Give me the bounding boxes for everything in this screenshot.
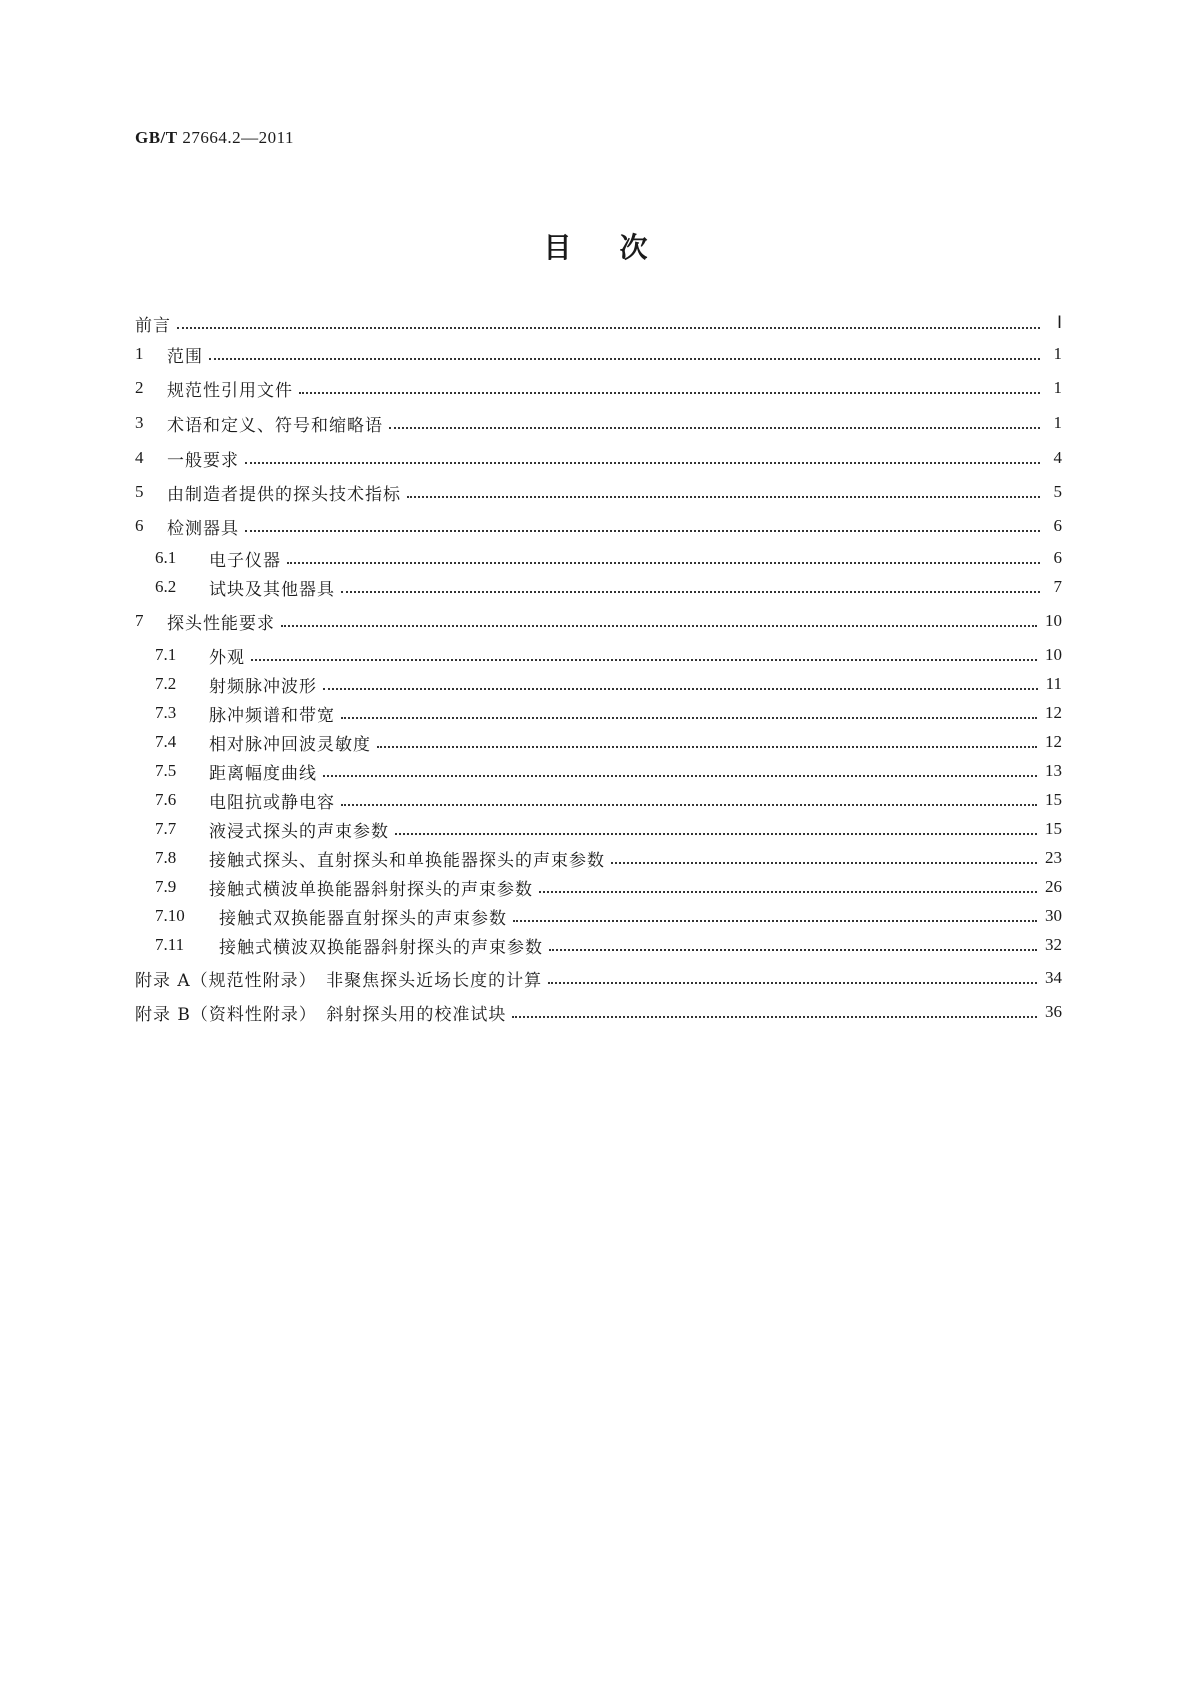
- toc-entry-page: 7: [1053, 577, 1062, 596]
- toc-entry-label: 检测器具: [167, 518, 239, 539]
- toc-entry-2[interactable]: [135, 374, 1062, 402]
- dot-leader: [341, 585, 1040, 593]
- dot-leader: [377, 740, 1037, 748]
- toc-entry-label: 接触式双换能器直射探头的声束参数: [219, 908, 507, 929]
- toc-entry-page: 12: [1045, 732, 1062, 751]
- toc-entry-number: 7.6: [155, 790, 177, 809]
- dot-leader: [513, 914, 1037, 922]
- dot-leader: [251, 653, 1037, 661]
- toc-entry-label: 一般要求: [167, 450, 239, 471]
- dot-leader: [287, 556, 1040, 564]
- toc-entry-page: 13: [1045, 761, 1062, 780]
- toc-entry-page: 11: [1045, 674, 1062, 693]
- dot-leader: [341, 798, 1037, 806]
- toc-entry-page: 32: [1045, 935, 1062, 954]
- toc-entry-label: 附录 A（规范性附录） 非聚焦探头近场长度的计算: [135, 970, 543, 991]
- toc-entry-page: 4: [1053, 448, 1062, 467]
- toc-entry-label: 接触式横波双换能器斜射探头的声束参数: [219, 937, 543, 958]
- dot-leader: [389, 421, 1040, 429]
- toc-entry-number: 7.11: [155, 935, 185, 954]
- toc-entry-label: 电阻抗或静电容: [209, 792, 335, 813]
- toc-entry-label: 前言: [135, 315, 171, 336]
- dot-leader: [281, 619, 1037, 627]
- toc-entry-number: 7.1: [155, 645, 177, 664]
- toc-entry-page: 15: [1045, 790, 1062, 809]
- toc-entry-label: 接触式横波单换能器斜射探头的声束参数: [209, 879, 533, 900]
- toc-entry-label: 电子仪器: [209, 550, 281, 571]
- toc-entry-number: 1: [135, 344, 144, 363]
- toc-entry-7-2[interactable]: [155, 670, 1062, 698]
- standard-prefix: GB/T: [135, 128, 178, 147]
- dot-leader: [395, 827, 1037, 835]
- toc-entry-label: 附录 B（资料性附录） 斜射探头用的校准试块: [135, 1004, 507, 1025]
- toc-entry-7-4[interactable]: [155, 728, 1062, 756]
- toc-entry-number: 7.9: [155, 877, 177, 896]
- toc-entry-page: 12: [1045, 703, 1062, 722]
- toc-entry-number: 7.10: [155, 906, 185, 925]
- toc-entry-page: 15: [1045, 819, 1062, 838]
- toc-entry-5[interactable]: [135, 478, 1062, 506]
- toc-entry-label: 射频脉冲波形: [209, 676, 317, 697]
- toc-entry-number: 5: [135, 482, 144, 501]
- toc-entry-label: 由制造者提供的探头技术指标: [167, 484, 401, 505]
- toc-entry-number: 7.7: [155, 819, 177, 838]
- toc-entry-number: 2: [135, 378, 144, 397]
- standard-number: 27664.2—2011: [182, 128, 294, 147]
- dot-leader: [323, 682, 1038, 690]
- toc-entry-7-1[interactable]: [155, 641, 1062, 669]
- toc-entry-foreword[interactable]: [135, 309, 1062, 337]
- toc-entry-page: Ⅰ: [1056, 313, 1062, 332]
- dot-leader: [341, 711, 1037, 719]
- toc-entry-label: 探头性能要求: [167, 613, 275, 634]
- toc-entry-annex-a[interactable]: [135, 964, 1062, 992]
- dot-leader: [245, 456, 1040, 464]
- toc-entry-number: 7: [135, 611, 144, 630]
- toc-entry-number: 7.2: [155, 674, 177, 693]
- toc-entry-label: 脉冲频谱和带宽: [209, 705, 335, 726]
- dot-leader: [407, 490, 1040, 498]
- toc-entry-label: 试块及其他器具: [209, 579, 335, 600]
- toc-entry-6-2[interactable]: [155, 573, 1062, 601]
- toc-entry-label: 术语和定义、符号和缩略语: [167, 415, 383, 436]
- toc-entry-7-11[interactable]: [155, 931, 1062, 959]
- toc-entry-7-6[interactable]: [155, 786, 1062, 814]
- toc-entry-7-8[interactable]: [155, 844, 1062, 872]
- toc-entry-7-3[interactable]: [155, 699, 1062, 727]
- toc-entry-label: 液浸式探头的声束参数: [209, 821, 389, 842]
- toc-entry-page: 1: [1053, 413, 1062, 432]
- toc-entry-4[interactable]: [135, 444, 1062, 472]
- toc-entry-3[interactable]: [135, 409, 1062, 437]
- toc-entry-7-9[interactable]: [155, 873, 1062, 901]
- toc-entry-page: 34: [1045, 968, 1062, 987]
- toc-entry-number: 3: [135, 413, 144, 432]
- toc-entry-label: 规范性引用文件: [167, 380, 293, 401]
- toc-entry-7[interactable]: [135, 607, 1062, 635]
- toc-entry-page: 1: [1053, 378, 1062, 397]
- dot-leader: [549, 943, 1037, 951]
- dot-leader: [539, 885, 1037, 893]
- toc-entry-page: 26: [1045, 877, 1062, 896]
- toc-entry-annex-b[interactable]: [135, 998, 1062, 1026]
- toc-entry-number: 7.4: [155, 732, 177, 751]
- toc-entry-1[interactable]: [135, 340, 1062, 368]
- toc-entry-7-10[interactable]: [155, 902, 1062, 930]
- toc-entry-page: 10: [1045, 645, 1062, 664]
- toc-entry-label: 相对脉冲回波灵敏度: [209, 734, 371, 755]
- toc-entry-label: 距离幅度曲线: [209, 763, 317, 784]
- toc-entry-label: 接触式探头、直射探头和单换能器探头的声束参数: [209, 850, 605, 871]
- toc-entry-7-7[interactable]: [155, 815, 1062, 843]
- toc-entry-6-1[interactable]: [155, 544, 1062, 572]
- toc-entry-page: 6: [1053, 548, 1062, 567]
- toc-entry-number: 7.5: [155, 761, 177, 780]
- toc-entry-page: 1: [1053, 344, 1062, 363]
- dot-leader: [177, 321, 1040, 329]
- toc-entry-number: 6: [135, 516, 144, 535]
- toc-title: 目次: [543, 231, 696, 264]
- dot-leader: [245, 524, 1040, 532]
- dot-leader: [611, 856, 1037, 864]
- toc-entry-number: 6.2: [155, 577, 177, 596]
- toc-entry-page: 36: [1045, 1002, 1062, 1021]
- toc-entry-page: 6: [1053, 516, 1062, 535]
- toc-entry-page: 30: [1045, 906, 1062, 925]
- toc-entry-label: 范围: [167, 346, 203, 367]
- toc-entry-number: 7.8: [155, 848, 177, 867]
- toc-entry-page: 10: [1045, 611, 1062, 630]
- toc-entry-number: 7.3: [155, 703, 177, 722]
- toc-entry-page: 5: [1053, 482, 1062, 501]
- toc-entry-7-5[interactable]: [155, 757, 1062, 785]
- dot-leader: [323, 769, 1037, 777]
- toc-entry-6[interactable]: [135, 512, 1062, 540]
- toc-entry-number: 4: [135, 448, 144, 467]
- toc-entry-number: 6.1: [155, 548, 177, 567]
- standard-code: [135, 128, 294, 148]
- dot-leader: [299, 386, 1040, 394]
- toc-entry-label: 外观: [209, 647, 245, 668]
- dot-leader: [548, 976, 1037, 984]
- dot-leader: [512, 1010, 1037, 1018]
- dot-leader: [209, 352, 1040, 360]
- toc-entry-page: 23: [1045, 848, 1062, 867]
